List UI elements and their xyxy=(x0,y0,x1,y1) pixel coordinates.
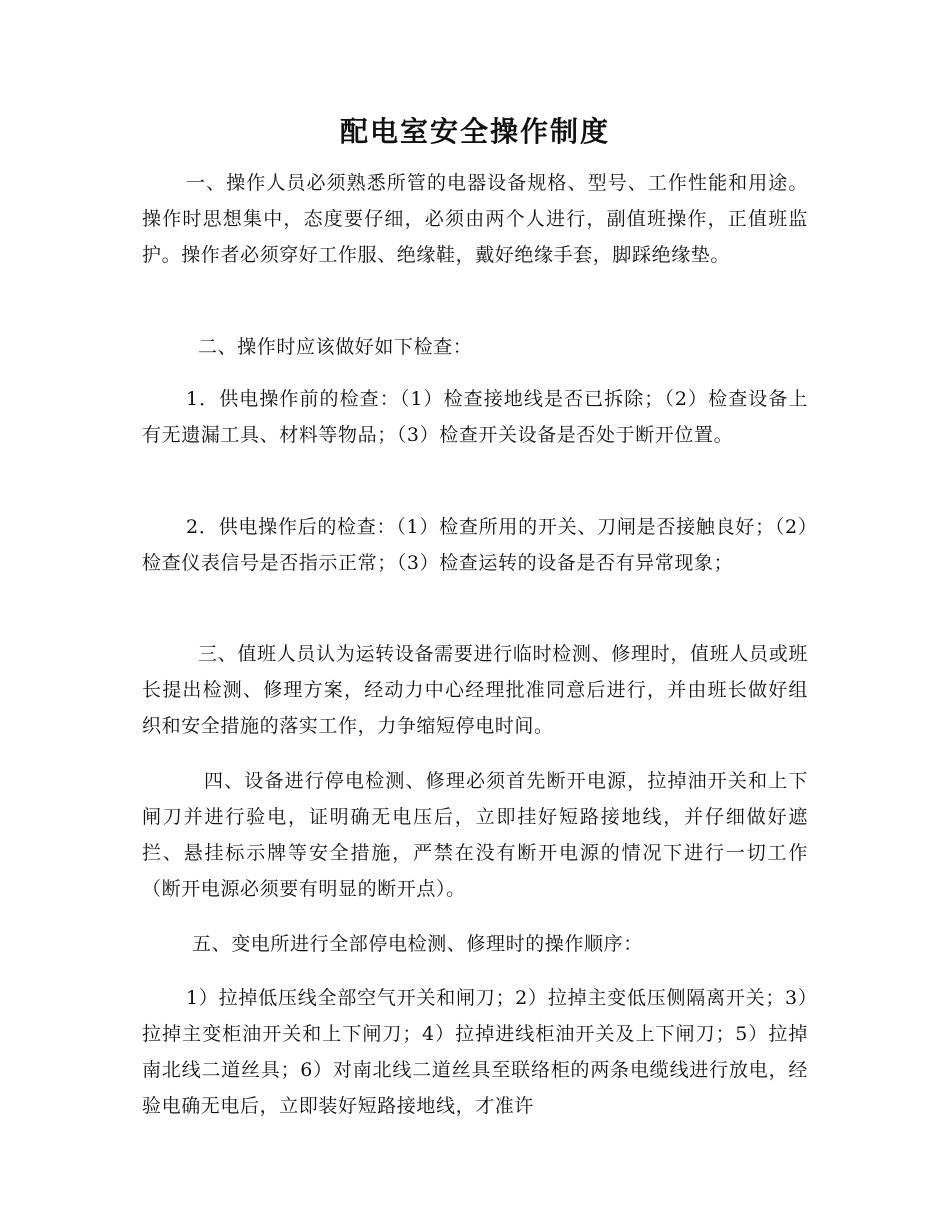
paragraph-full-outage-heading: 五、变电所进行全部停电检测、修理时的操作顺序： xyxy=(192,933,643,955)
paragraph-inspection-heading: 二、操作时应该做好如下检查： xyxy=(198,336,473,358)
paragraph-post-supply-check: 2．供电操作后的检查：（1）检查所用的开关、刀闸是否接触良好；（2）检查仪表信号是否指示正常；（3）检查运转的设备是否有异常现象； xyxy=(142,516,808,574)
paragraph-outage-sequence: 1）拉掉低压线全部空气开关和闸刀；2）拉掉主变低压侧隔离开关；3）拉掉主变柜油开关和上下闸刀；4）拉掉进线柜油开关及上下闸刀；5）拉掉南北线二道丝具；6）对南北线二道丝具至联络柜的两条电缆线进行放电，经验电确无电后，立即装好短路接地线，才准许 xyxy=(142,987,808,1117)
paragraph-temporary-repair: 三、值班人员认为运转设备需要进行临时检测、修理时，值班人员或班长提出检测、修理方案，经动力中心经理批准同意后进行，并由班长做好组织和安全措施的落实工作，力争缩短停电时间。 xyxy=(142,643,808,737)
paragraph-power-off-repair: 四、设备进行停电检测、修理必须首先断开电源，拉掉油开关和上下闸刀并进行验电，证明确无电压后，立即挂好短路接地线，并仔细做好遮拦、悬挂标示牌等安全措施，严禁在没有断开电源的情况下进行一切工作（断开电源必须要有明显的断开点）。 xyxy=(142,770,808,900)
document-title: 配电室安全操作制度 xyxy=(339,115,610,148)
paragraph-pre-supply-check: 1．供电操作前的检查：（1）检查接地线是否已拆除；（2）检查设备上有无遗漏工具、材料等物品；（3）检查开关设备是否处于断开位置。 xyxy=(142,388,808,446)
paragraph-operator-requirements: 一、操作人员必须熟悉所管的电器设备规格、型号、工作性能和用途。操作时思想集中，态度要仔细，必须由两个人进行，副值班操作，正值班监护。操作者必须穿好工作服、绝缘鞋，戴好绝缘手套，脚踩绝缘垫。 xyxy=(142,172,808,266)
